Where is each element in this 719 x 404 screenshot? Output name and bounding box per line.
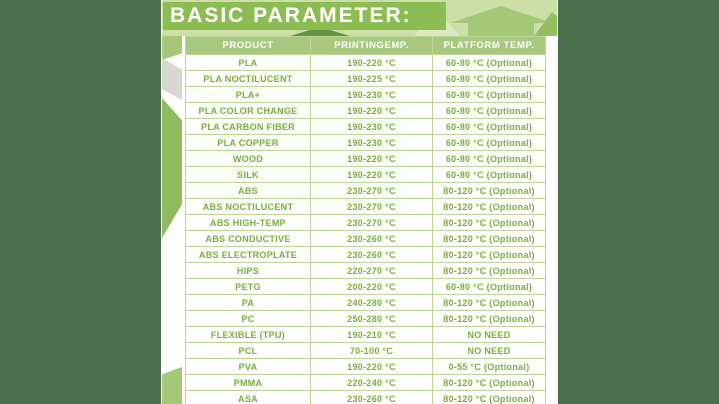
table-header (186, 37, 546, 55)
table-row (186, 215, 546, 231)
table-row (186, 295, 546, 311)
printing-temp-cell: 220-270 °C (311, 263, 433, 279)
printing-temp-cell: 200-220 °C (311, 279, 433, 295)
printing-temp-cell: 70-100 °C (311, 343, 433, 359)
printing-temp-cell: 230-260 °C (311, 391, 433, 404)
column-header-platform-temp: PLATFORM TEMP. (433, 37, 546, 55)
printing-temp-cell: 190-230 °C (311, 119, 433, 135)
table-body (186, 55, 546, 404)
printing-temp-cell: 190-220 °C (311, 359, 433, 375)
column-header-printing-temp: PRINTINGEMP. (311, 37, 433, 55)
platform-temp-cell: 60-80 °C (Optional) (433, 71, 546, 87)
platform-temp-cell: 80-120 °C (Optional) (433, 247, 546, 263)
platform-temp-cell: 60-80 °C (Optional) (433, 151, 546, 167)
platform-temp-cell: 80-120 °C (Optional) (433, 231, 546, 247)
platform-temp-cell: 80-120 °C (Optional) (433, 215, 546, 231)
parameter-table (185, 36, 546, 404)
table-row (186, 135, 546, 151)
table-row (186, 359, 546, 375)
table-row (186, 343, 546, 359)
product-cell: PMMA (186, 375, 311, 391)
platform-temp-cell: 60-80 °C (Optional) (433, 55, 546, 71)
table-row (186, 327, 546, 343)
platform-temp-cell: 80-120 °C (Optional) (433, 391, 546, 404)
product-cell: PLA COPPER (186, 135, 311, 151)
product-cell: PLA NOCTILUCENT (186, 71, 311, 87)
table-row (186, 199, 546, 215)
product-cell: PA (186, 295, 311, 311)
product-cell: ABS HIGH-TEMP (186, 215, 311, 231)
product-cell: WOOD (186, 151, 311, 167)
table-row (186, 55, 546, 71)
table-row (186, 279, 546, 295)
printing-temp-cell: 230-270 °C (311, 183, 433, 199)
printing-temp-cell: 250-280 °C (311, 311, 433, 327)
product-cell: ABS ELECTROPLATE (186, 247, 311, 263)
printing-temp-cell: 190-210 °C (311, 327, 433, 343)
table-row (186, 119, 546, 135)
table-row (186, 231, 546, 247)
table-row (186, 71, 546, 87)
platform-temp-cell: 80-120 °C (Optional) (433, 263, 546, 279)
table-row (186, 247, 546, 263)
product-cell: PCL (186, 343, 311, 359)
printing-temp-cell: 220-240 °C (311, 375, 433, 391)
platform-temp-cell: 0-55 °C (Optional) (433, 359, 546, 375)
printing-temp-cell: 230-270 °C (311, 199, 433, 215)
product-cell: ABS CONDUCTIVE (186, 231, 311, 247)
printing-temp-cell: 190-225 °C (311, 71, 433, 87)
product-cell: PVA (186, 359, 311, 375)
content-card (161, 0, 558, 404)
table-row (186, 311, 546, 327)
table-row (186, 151, 546, 167)
platform-temp-cell: 60-80 °C (Optional) (433, 279, 546, 295)
platform-temp-cell: 80-120 °C (Optional) (433, 199, 546, 215)
product-cell: ABS (186, 183, 311, 199)
platform-temp-cell: 60-80 °C (Optional) (433, 135, 546, 151)
column-header-product: PRODUCT (186, 37, 311, 55)
printing-temp-cell: 230-260 °C (311, 231, 433, 247)
platform-temp-cell: 60-80 °C (Optional) (433, 103, 546, 119)
product-cell: PETG (186, 279, 311, 295)
table-row (186, 103, 546, 119)
platform-temp-cell: NO NEED (433, 343, 546, 359)
table-row (186, 183, 546, 199)
product-cell: SILK (186, 167, 311, 183)
table-row (186, 263, 546, 279)
product-cell: PLA+ (186, 87, 311, 103)
printing-temp-cell: 190-230 °C (311, 87, 433, 103)
printing-temp-cell: 190-230 °C (311, 135, 433, 151)
platform-temp-cell: 80-120 °C (Optional) (433, 295, 546, 311)
platform-temp-cell: 60-80 °C (Optional) (433, 119, 546, 135)
product-cell: ASA (186, 391, 311, 404)
printing-temp-cell: 230-260 °C (311, 247, 433, 263)
deco-chevron-shape (162, 367, 182, 404)
printing-temp-cell: 240-280 °C (311, 295, 433, 311)
printing-temp-cell: 190-220 °C (311, 55, 433, 71)
platform-temp-cell: 80-120 °C (Optional) (433, 183, 546, 199)
deco-chevron-shape (162, 98, 182, 238)
printing-temp-cell: 190-220 °C (311, 103, 433, 119)
printing-temp-cell: 230-270 °C (311, 215, 433, 231)
deco-chevron-shape (162, 58, 182, 100)
product-cell: ABS NOCTILUCENT (186, 199, 311, 215)
table-row (186, 391, 546, 404)
deco-chevron-shape (162, 36, 182, 60)
platform-temp-cell: 60-80 °C (Optional) (433, 167, 546, 183)
platform-temp-cell: 80-120 °C (Optional) (433, 311, 546, 327)
table-row (186, 87, 546, 103)
product-cell: FLEXIBLE (TPU) (186, 327, 311, 343)
page-title: BASIC PARAMETER: (163, 2, 446, 30)
table-row (186, 167, 546, 183)
printing-temp-cell: 190-220 °C (311, 167, 433, 183)
platform-temp-cell: NO NEED (433, 327, 546, 343)
house-body-shape (468, 21, 534, 36)
product-cell: PLA COLOR CHANGE (186, 103, 311, 119)
platform-temp-cell: 60-80 °C (Optional) (433, 87, 546, 103)
printing-temp-cell: 190-220 °C (311, 151, 433, 167)
platform-temp-cell: 80-120 °C (Optional) (433, 375, 546, 391)
house-roof-icon (534, 12, 557, 36)
table-row (186, 375, 546, 391)
product-cell: PLA CARBON FIBER (186, 119, 311, 135)
product-cell: HIPS (186, 263, 311, 279)
product-cell: PC (186, 311, 311, 327)
product-cell: PLA (186, 55, 311, 71)
